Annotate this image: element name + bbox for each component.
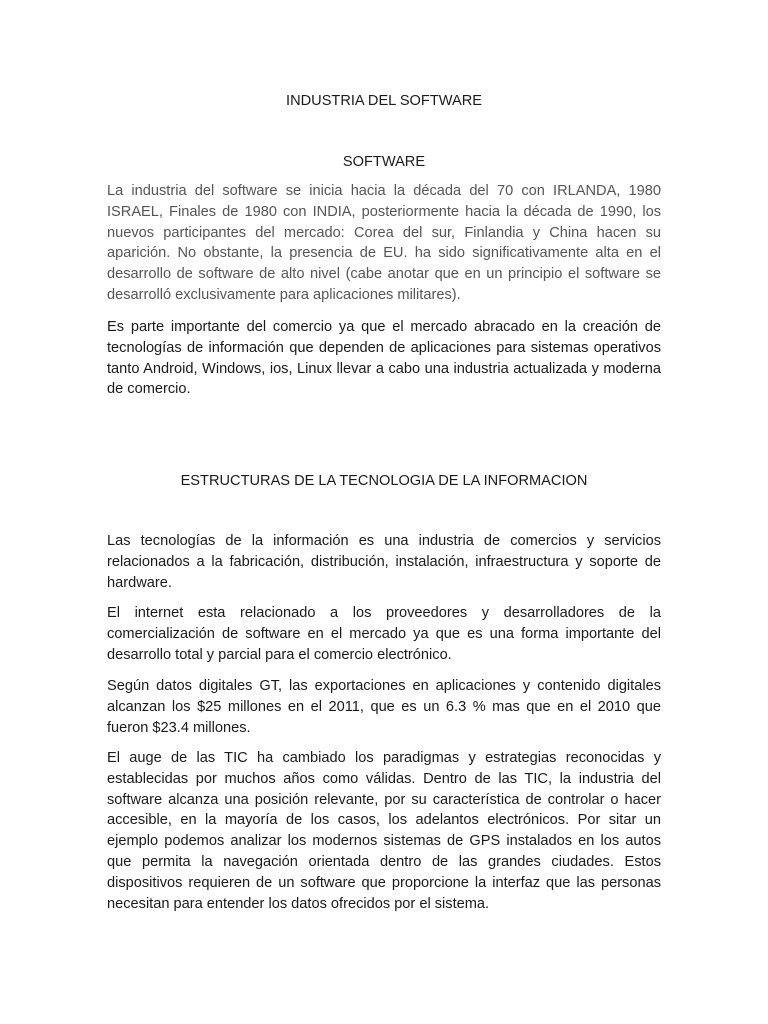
paragraph-internet: El internet esta relacionado a los proveedores y desarrolladores de la comercialización de software en el mercado ya que es una forma importante del desarrollo total y parcial para el comercio electrónico. xyxy=(107,605,661,663)
document-title: INDUSTRIA DEL SOFTWARE xyxy=(286,93,482,109)
section-heading-it-structures: ESTRUCTURAS DE LA TECNOLOGIA DE LA INFORMACION xyxy=(180,473,588,489)
paragraph-software-commerce: Es parte importante del comercio ya que el mercado abracado en la creación de tecnologías de información que dependen de aplicaciones para sistemas operativos tanto Android, Windows, ios, Linux llevar a cabo una industria actualizada y moderna de comercio. xyxy=(107,319,661,398)
paragraph-export-data: Según datos digitales GT, las exportaciones en aplicaciones y contenido digitales alcanzan los $25 millones en el 2011, que es un 6.3 % mas que en el 2010 que fueron $23.4 millones. xyxy=(107,678,661,736)
paragraph-tic-boom: El auge de las TIC ha cambiado los paradigmas y estrategias reconocidas y establecidas por muchos años como válidas. Dentro de las TIC, la industria del software alcanza una posición relevante, por su característica de controlar o hacer accesible, en la mayoría de los casos, los adelantos electrónicos. Por sitar un ejemplo podemos analizar los modernos sistemas de GPS instalados en los autos que permita la navegación orientada dentro de las grandes ciudades. Estos dispositivos requieren de un software que proporcione la interfaz que las personas necesitan para entender los datos ofrecidos por el sistema. xyxy=(107,750,661,912)
paragraph-software-history: La industria del software se inicia hacia la década del 70 con IRLANDA, 1980 ISRAEL, Finales de 1980 con INDIA, posteriormente hacia la década de 1990, los nuevos participantes del mercado: Corea del sur, Finlandia y China hacen su aparición. No obstante, la presencia de EU. ha sido significativamente alta en el desarrollo de software de alto nivel (cabe anotar que en un principio el software se desarrolló exclusivamente para aplicaciones militares). xyxy=(107,183,661,303)
section-heading-software: SOFTWARE xyxy=(342,154,426,170)
paragraph-it-definition: Las tecnologías de la información es una industria de comercios y servicios relacionados a la fabricación, distribución, instalación, infraestructura y soporte de hardware. xyxy=(107,533,661,591)
